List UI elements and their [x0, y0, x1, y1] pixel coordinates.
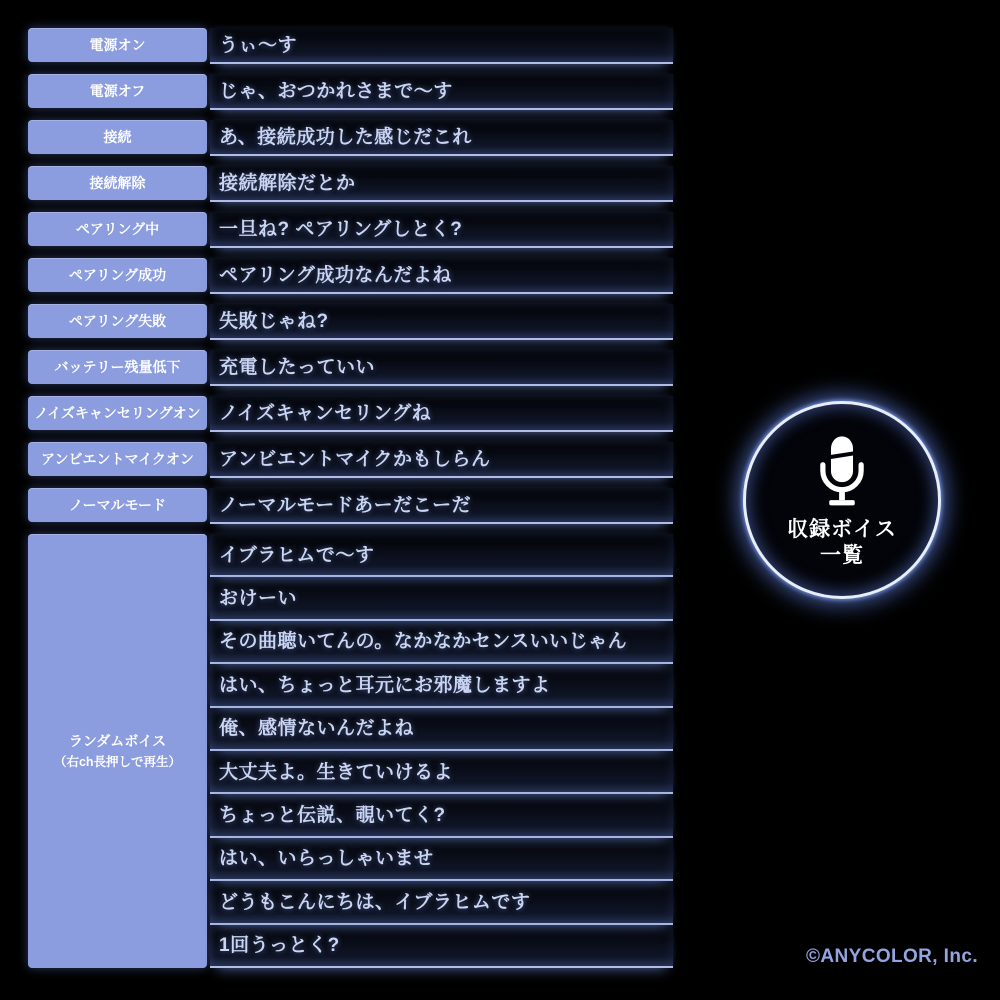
voice-line-text: 一旦ね? ペアリングしとく? — [210, 212, 673, 248]
voice-trigger-label: ペアリング成功 — [28, 258, 207, 292]
random-voice-line-text: 1回うっとく? — [210, 925, 673, 968]
copyright-text: ©ANYCOLOR, Inc. — [805, 946, 978, 967]
voice-trigger-label: ペアリング中 — [28, 212, 207, 246]
random-voice-line-text: どうもこんにちは、イブラヒムです — [210, 881, 673, 924]
random-voice-lines — [210, 534, 673, 968]
voice-trigger-label: 接続解除 — [28, 166, 207, 200]
badge-title — [787, 517, 897, 568]
voice-line-text: 充電したっていい — [210, 350, 673, 386]
voice-trigger-label: アンビエントマイクオン — [28, 442, 207, 476]
random-voice-line-text: ちょっと伝説、覗いてく? — [210, 794, 673, 837]
random-voice-label — [28, 534, 207, 968]
voice-line-text: ノイズキャンセリングね — [210, 396, 673, 432]
random-voice-label-title: ランダムボイス — [68, 732, 167, 749]
voice-trigger-label: ノーマルモード — [28, 488, 207, 522]
voice-row — [28, 28, 673, 64]
voice-row — [28, 166, 673, 202]
voice-row — [28, 258, 673, 294]
voice-row — [28, 304, 673, 340]
voice-line-text: うぃ〜す — [210, 28, 673, 64]
random-voice-label-subtitle: （右ch長押しで再生） — [53, 754, 182, 769]
voice-row — [28, 74, 673, 110]
voice-trigger-label: ノイズキャンセリングオン — [28, 396, 207, 430]
random-voice-line-text: 大丈夫よ。生きていけるよ — [210, 751, 673, 794]
voice-row — [28, 442, 673, 478]
random-voice-line-text: イブラヒムで〜す — [210, 534, 673, 577]
recorded-voice-badge — [743, 401, 941, 599]
random-voice-line-text: おけーい — [210, 577, 673, 620]
voice-line-text: ノーマルモードあーだこーだ — [210, 488, 673, 524]
random-voice-line-text: はい、ちょっと耳元にお邪魔しますよ — [210, 664, 673, 707]
voice-row — [28, 212, 673, 248]
voice-trigger-label: バッテリー残量低下 — [28, 350, 207, 384]
voice-row — [28, 120, 673, 156]
voice-line-text: 失敗じゃね? — [210, 304, 673, 340]
voice-trigger-label: 接続 — [28, 120, 207, 154]
badge-title-line1: 収録ボイス — [787, 517, 897, 541]
voice-line-text: あ、接続成功した感じだこれ — [210, 120, 673, 156]
random-voice-line-text: はい、いらっしゃいませ — [210, 838, 673, 881]
voice-row — [28, 488, 673, 524]
random-voice-section — [28, 534, 673, 968]
voice-line-text: ペアリング成功なんだよね — [210, 258, 673, 294]
voice-trigger-label: ペアリング失敗 — [28, 304, 207, 338]
voice-row — [28, 396, 673, 432]
voice-table — [28, 28, 673, 968]
voice-line-text: アンビエントマイクかもしらん — [210, 442, 673, 478]
random-voice-line-text: 俺、感情ないんだよね — [210, 708, 673, 751]
voice-row — [28, 350, 673, 386]
voice-line-text: じゃ、おつかれさまで〜す — [210, 74, 673, 110]
random-voice-line-text: その曲聴いてんの。なかなかセンスいいじゃん — [210, 621, 673, 664]
badge-title-line2: 一覧 — [819, 543, 864, 567]
voice-trigger-label: 電源オフ — [28, 74, 207, 108]
microphone-icon — [813, 432, 871, 508]
voice-line-text: 接続解除だとか — [210, 166, 673, 202]
voice-trigger-label: 電源オン — [28, 28, 207, 62]
